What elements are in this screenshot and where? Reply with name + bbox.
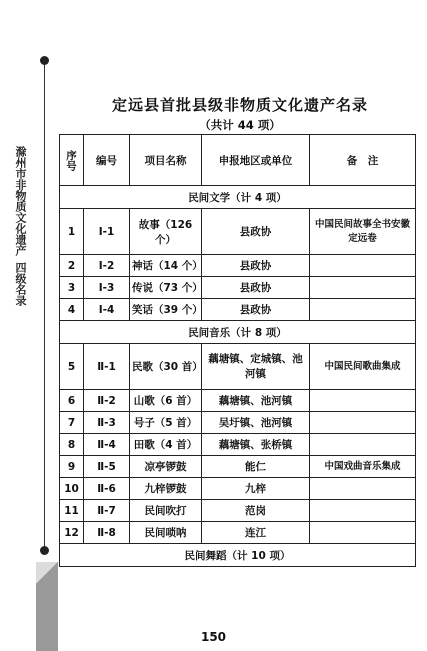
table-row <box>60 456 416 478</box>
cell-note: 中国戏曲音乐集成 <box>310 456 416 478</box>
section-row <box>60 186 416 209</box>
table-row <box>60 500 416 522</box>
cell-unit: 范岗 <box>202 500 310 522</box>
cell-unit: 县政协 <box>202 209 310 255</box>
table-header-row <box>60 135 416 186</box>
section-title: 民间文学（计 4 项） <box>60 186 416 209</box>
cell-unit: 连江 <box>202 522 310 544</box>
cell-code: Ⅰ-4 <box>84 299 130 321</box>
cell-no: 10 <box>60 478 84 500</box>
cell-name: 田歌（4 首） <box>130 434 202 456</box>
cell-no: 9 <box>60 456 84 478</box>
cell-name: 传说（73 个） <box>130 277 202 299</box>
side-rule-top-dot <box>40 56 49 65</box>
cell-no: 3 <box>60 277 84 299</box>
table-row <box>60 390 416 412</box>
cell-no: 2 <box>60 255 84 277</box>
header-code: 编号 <box>84 135 130 186</box>
cell-code: Ⅱ-6 <box>84 478 130 500</box>
cell-note <box>310 434 416 456</box>
cell-name: 号子（5 首） <box>130 412 202 434</box>
cell-unit: 吴圩镇、池河镇 <box>202 412 310 434</box>
page-number: 150 <box>200 630 227 644</box>
cell-note <box>310 390 416 412</box>
table-row <box>60 522 416 544</box>
table-row <box>60 255 416 277</box>
section-title: 民间音乐（计 8 项） <box>60 321 416 344</box>
table-row <box>60 299 416 321</box>
cell-no: 7 <box>60 412 84 434</box>
table-row <box>60 277 416 299</box>
cell-note <box>310 299 416 321</box>
cell-note: 中国民间故事全书安徽定远卷 <box>310 209 416 255</box>
cell-unit: 能仁 <box>202 456 310 478</box>
cell-code: Ⅱ-3 <box>84 412 130 434</box>
cell-unit: 县政协 <box>202 299 310 321</box>
table-row <box>60 344 416 390</box>
cell-name: 民间吹打 <box>130 500 202 522</box>
cell-note <box>310 478 416 500</box>
cell-name: 九梓锣鼓 <box>130 478 202 500</box>
side-rule-bottom-dot <box>40 546 49 555</box>
cell-no: 11 <box>60 500 84 522</box>
page-title: 定远县首批县级非物质文化遗产名录 <box>111 96 368 114</box>
side-rule <box>44 60 45 550</box>
cell-note <box>310 500 416 522</box>
table-row <box>60 209 416 255</box>
cell-name: 民间唢呐 <box>130 522 202 544</box>
cell-name: 山歌（6 首） <box>130 390 202 412</box>
cell-name: 凉亭锣鼓 <box>130 456 202 478</box>
cell-unit: 县政协 <box>202 255 310 277</box>
cell-note: 中国民间歌曲集成 <box>310 344 416 390</box>
cell-no: 5 <box>60 344 84 390</box>
running-head-book-title: 滁州市非物质文化遗产 <box>14 146 27 256</box>
table-row <box>60 478 416 500</box>
cell-unit: 九梓 <box>202 478 310 500</box>
section-row <box>60 321 416 344</box>
cell-code: Ⅰ-1 <box>84 209 130 255</box>
cell-unit: 藕塘镇、张桥镇 <box>202 434 310 456</box>
cell-no: 6 <box>60 390 84 412</box>
cell-code: Ⅱ-5 <box>84 456 130 478</box>
cell-name: 故事（126 个） <box>130 209 202 255</box>
table-row <box>60 434 416 456</box>
cell-unit: 藕塘镇、定城镇、池河镇 <box>202 344 310 390</box>
cell-note <box>310 277 416 299</box>
heritage-list-table <box>59 134 416 567</box>
page-subtitle: （共计 44 项） <box>199 118 281 132</box>
running-head-section: 四级名录 <box>14 262 27 306</box>
cell-no: 4 <box>60 299 84 321</box>
cell-code: Ⅱ-7 <box>84 500 130 522</box>
cell-note <box>310 522 416 544</box>
section-row <box>60 544 416 567</box>
cell-code: Ⅱ-8 <box>84 522 130 544</box>
cell-code: Ⅱ-2 <box>84 390 130 412</box>
header-note: 备 注 <box>310 135 416 186</box>
cell-no: 12 <box>60 522 84 544</box>
cell-unit: 藕塘镇、池河镇 <box>202 390 310 412</box>
header-unit: 申报地区或单位 <box>202 135 310 186</box>
cell-name: 笑话（39 个） <box>130 299 202 321</box>
cell-name: 神话（14 个） <box>130 255 202 277</box>
cell-code: Ⅰ-3 <box>84 277 130 299</box>
cell-note <box>310 255 416 277</box>
header-no: 序号 <box>60 135 84 186</box>
cell-code: Ⅱ-1 <box>84 344 130 390</box>
cell-note <box>310 412 416 434</box>
cell-code: Ⅱ-4 <box>84 434 130 456</box>
header-name: 项目名称 <box>130 135 202 186</box>
table-row <box>60 412 416 434</box>
section-title: 民间舞蹈（计 10 项） <box>60 544 416 567</box>
cell-code: Ⅰ-2 <box>84 255 130 277</box>
cell-no: 8 <box>60 434 84 456</box>
cell-unit: 县政协 <box>202 277 310 299</box>
cell-name: 民歌（30 首） <box>130 344 202 390</box>
cell-no: 1 <box>60 209 84 255</box>
